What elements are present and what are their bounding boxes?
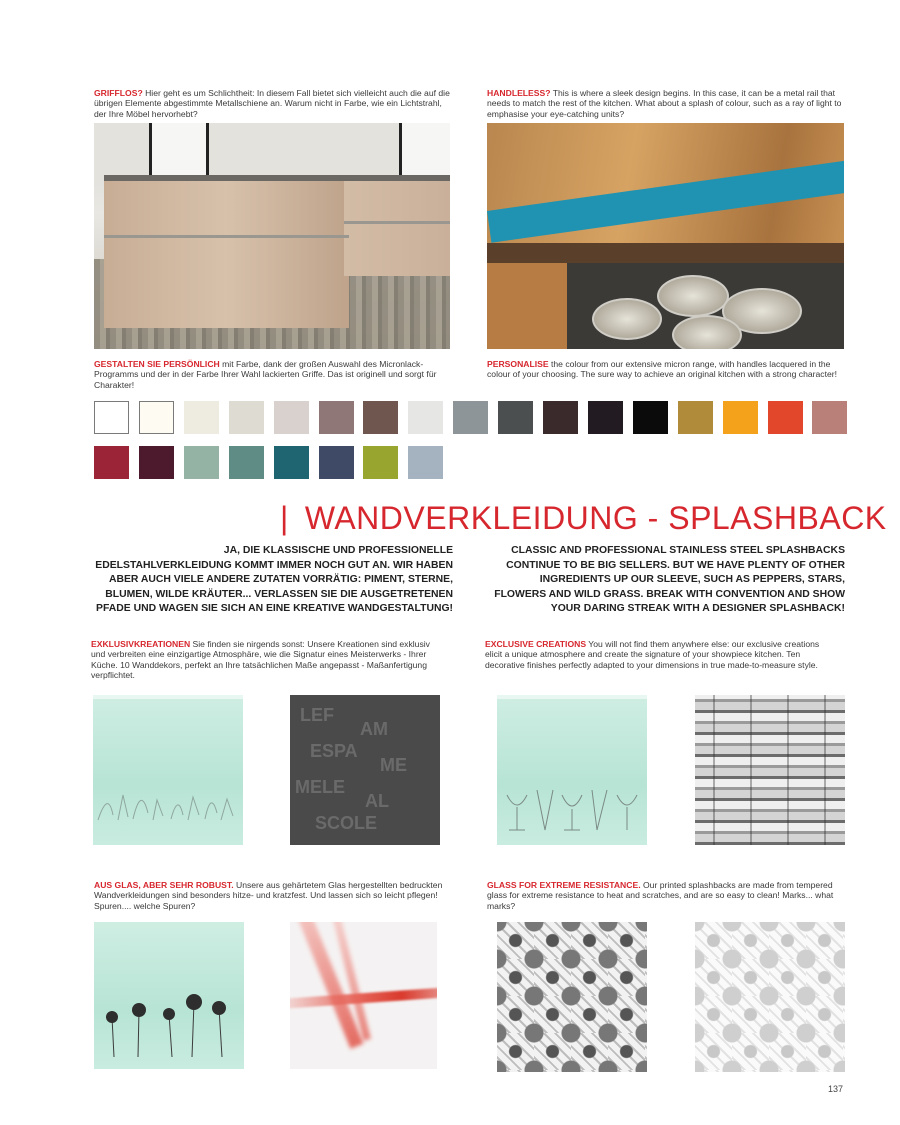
splashback-glasses-tile bbox=[497, 695, 647, 845]
caption-heading: GLASS FOR EXTREME RESISTANCE. bbox=[487, 880, 641, 890]
caption-aus-glas bbox=[94, 880, 449, 911]
splashback-stone-tile bbox=[695, 695, 845, 845]
caption-text: You will not find them anywhere else: our exclusive creations elicit a unique atmosphere and create the signature of your showpiece kitchen. Ten decorative finishes perfectly adapted to your dimensions in true made-to-measure style. bbox=[485, 639, 820, 670]
color-swatch bbox=[498, 401, 533, 434]
splashback-cement-tile-dark bbox=[497, 922, 647, 1072]
caption-text: This is where a sleek design begins. In this case, it can be a metal rail that needs to match the rest of the kitchen. What about a splash of colour, such as a ray of light to emphasise your eye-catching units? bbox=[487, 88, 842, 119]
color-swatch bbox=[94, 401, 129, 434]
splashback-red-streak-tile bbox=[290, 922, 437, 1069]
caption-heading: PERSONALISE bbox=[487, 359, 549, 369]
caption-heading: AUS GLAS, ABER SEHR ROBUST. bbox=[94, 880, 234, 890]
color-swatch bbox=[588, 401, 623, 434]
color-swatch bbox=[453, 401, 488, 434]
title-text: WANDVERKLEIDUNG - SPLASHBACK bbox=[304, 500, 887, 536]
color-swatch bbox=[184, 401, 219, 434]
splashback-cement-tile-light bbox=[695, 922, 845, 1072]
color-swatch bbox=[633, 401, 668, 434]
caption-text: the colour from our extensive micron range, with handles lacquered in the colour of your choosing. The sure way to achieve an original kitchen with a strong character! bbox=[487, 359, 837, 380]
splashback-letters-tile: LEF AM ESPA ME MELE AL SCOLE bbox=[290, 695, 440, 845]
color-swatch bbox=[139, 446, 174, 479]
caption-gestalten bbox=[94, 359, 454, 390]
caption-text: Our printed splashbacks are made from tempered glass for extreme resistance to heat and scratches, and are so easy to clean! Marks... what marks? bbox=[487, 880, 834, 911]
color-swatch bbox=[319, 401, 354, 434]
color-swatch bbox=[678, 401, 713, 434]
color-swatch bbox=[274, 401, 309, 434]
color-swatch bbox=[363, 446, 398, 479]
handleless-rail-photo bbox=[487, 123, 844, 349]
color-swatch bbox=[363, 401, 398, 434]
color-swatch bbox=[408, 401, 443, 434]
color-swatch bbox=[812, 401, 847, 434]
page-number: 137 bbox=[828, 1084, 844, 1094]
caption-personalise bbox=[487, 359, 847, 380]
caption-glass bbox=[487, 880, 847, 911]
color-swatch bbox=[319, 446, 354, 479]
title-bar: | bbox=[280, 500, 289, 536]
caption-heading: EXKLUSIVKREATIONEN bbox=[91, 639, 191, 649]
section-title bbox=[280, 500, 887, 537]
kitchen-photo bbox=[94, 123, 450, 349]
color-swatch bbox=[139, 401, 174, 434]
color-swatch bbox=[768, 401, 803, 434]
caption-exclusive bbox=[485, 639, 835, 670]
caption-heading: EXCLUSIVE CREATIONS bbox=[485, 639, 587, 649]
caption-heading: HANDLELESS? bbox=[487, 88, 551, 98]
caption-text: Sie finden sie nirgends sonst: Unsere Kreationen sind exklusiv und verbreiten eine einzigartige Atmosphäre, wie die Signatur eines Meisterwerks - Ihrer Küche. 10 Wanddekors, perfekt an Ihre tatsächlichen Maße angepasst - Maßanfertigung verpflichtet. bbox=[91, 639, 430, 680]
color-swatch bbox=[408, 446, 443, 479]
color-swatch bbox=[94, 446, 129, 479]
caption-handleless bbox=[487, 88, 845, 119]
caption-heading: GESTALTEN SIE PERSÖNLICH bbox=[94, 359, 220, 369]
caption-exklusiv bbox=[91, 639, 441, 680]
splashback-grass-tile bbox=[93, 695, 243, 845]
lead-english: CLASSIC AND PROFESSIONAL STAINLESS STEEL SPLASHBACKS CONTINUE TO BE BIG SELLERS. BUT WE HAVE PLENTY OF OTHER INGREDIENTS UP OUR SLEEVE, SUCH AS PEPPERS, STARS, FLOWERS AND WILD GRASS. BREAK WITH CONVENTION AND SHOW YOUR DARING STREAK WITH A DESIGNER SPLASHBACK! bbox=[494, 545, 845, 614]
color-swatch bbox=[274, 446, 309, 479]
color-swatch bbox=[543, 401, 578, 434]
caption-text: mit Farbe, dank der großen Auswahl des Micronlack-Programms und der in der Farbe Ihrer Wahl lackierten Griffe. Das ist originell und sorgt für Charakter! bbox=[94, 359, 437, 390]
color-swatch bbox=[184, 446, 219, 479]
lead-german: JA, DIE KLASSISCHE UND PROFESSIONELLE EDELSTAHLVERKLEIDUNG KOMMT IMMER NOCH GUT AN. WIR HABEN ABER AUCH VIELE ANDERE ZUTATEN VORRÄTIG: PIMENT, STERNE, BLUMEN, WILDE KRÄUTER... VERLASSEN SIE DIE AUSGETRETENEN PFADE UND WAGEN SIE SICH AN EINE KREATIVE WANDGESTALTUNG! bbox=[95, 545, 453, 614]
caption-text: Hier geht es um Schlichtheit: In diesem Fall bietet sich vielleicht auch die auf die übrigen Elemente abgestimmte Metallschiene an. Warum nicht in Farbe, wie ein Lichtstrahl, der Ihre Möbel hervorhebt? bbox=[94, 88, 450, 119]
color-swatch bbox=[229, 446, 264, 479]
color-swatch bbox=[723, 401, 758, 434]
splashback-dandelion-tile bbox=[94, 922, 244, 1069]
caption-grifflos bbox=[94, 88, 454, 119]
color-swatch bbox=[229, 401, 264, 434]
caption-heading: GRIFFLOS? bbox=[94, 88, 143, 98]
caption-text: Unsere aus gehärtetem Glas hergestellten bedruckten Wandverkleidungen sind besonders hitze- und kratzfest. Und lassen sich so leicht pflegen! Spuren.... welche Spuren? bbox=[94, 880, 443, 911]
